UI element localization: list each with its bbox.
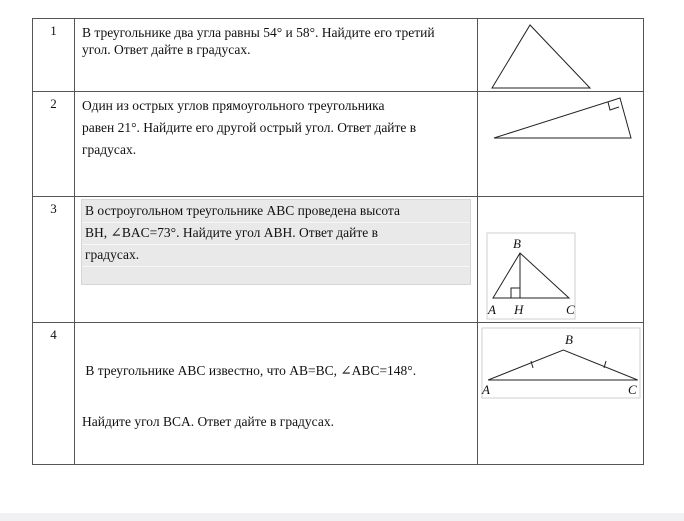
right-triangle-figure: [478, 92, 643, 196]
task-row-4: [33, 323, 644, 465]
figure-cell: [478, 323, 644, 465]
isosceles-triangle-figure: [478, 323, 643, 400]
task-number: 3: [50, 201, 57, 216]
vertex-label-b: B: [565, 332, 573, 347]
right-angle-mark: [608, 102, 619, 110]
task-number-cell: [33, 323, 75, 465]
vertex-label-a: A: [482, 382, 490, 397]
task-line: В треугольнике два угла равны 54° и 58°. Найдите его третий: [82, 25, 435, 40]
task-number-cell: [33, 19, 75, 92]
figure-frame: [487, 233, 575, 319]
task-line: BH, ∠BAC=73°. Найдите угол ABH. Ответ дайте в: [85, 225, 378, 240]
triangle-shape: [492, 25, 590, 88]
vertex-label-c: C: [628, 382, 637, 397]
task-line: угол. Ответ дайте в градусах.: [82, 42, 251, 57]
task-line: В остроугольном треугольнике ABC проведена высота: [85, 203, 400, 218]
task-4-text: [75, 323, 477, 464]
task-text-cell: [75, 19, 478, 92]
task-text-cell: [75, 92, 478, 197]
task-line: равен 21°. Найдите его другой острый угол. Ответ дайте в: [82, 120, 417, 135]
altitude-triangle-figure: [478, 197, 643, 322]
vertex-label-a: A: [488, 302, 496, 317]
task-line: Найдите угол BCA. Ответ дайте в градусах.: [82, 414, 334, 429]
task-line: градусах.: [82, 142, 137, 157]
task-text-cell: [75, 323, 478, 465]
task-text-cell: [75, 197, 478, 323]
figure-cell: [478, 19, 644, 92]
tasks-table: [32, 18, 644, 465]
task-number-cell: [33, 92, 75, 197]
triangle-shape: [494, 98, 631, 138]
figure-cell: [478, 92, 644, 197]
right-angle-mark: [511, 288, 520, 298]
task-line: Один из острых углов прямоугольного треугольника: [82, 98, 385, 113]
triangle-figure-1: [478, 19, 643, 91]
figure-frame: [482, 328, 640, 398]
vertex-label-b: B: [513, 236, 521, 251]
triangle-shape: [488, 350, 638, 380]
figure-cell: [478, 197, 644, 323]
task-1-text: [75, 19, 477, 58]
task-number-cell: [33, 197, 75, 323]
triangle-shape: [493, 253, 569, 298]
task-number: 1: [50, 23, 57, 38]
task-3-text: [75, 197, 477, 266]
task-line: градусах.: [85, 247, 140, 262]
task-row-1: [33, 19, 644, 92]
task-row-2: [33, 92, 644, 197]
vertex-label-c: C: [566, 302, 575, 317]
bottom-strip: [0, 513, 684, 521]
task-number: 2: [50, 96, 57, 111]
task-line: В треугольнике ABC известно, что AB=BC, ∠ABC=148°.: [82, 363, 417, 378]
task-2-text: [75, 92, 477, 161]
task-number: 4: [50, 327, 57, 342]
vertex-label-h: H: [514, 302, 524, 317]
task-row-3: [33, 197, 644, 323]
